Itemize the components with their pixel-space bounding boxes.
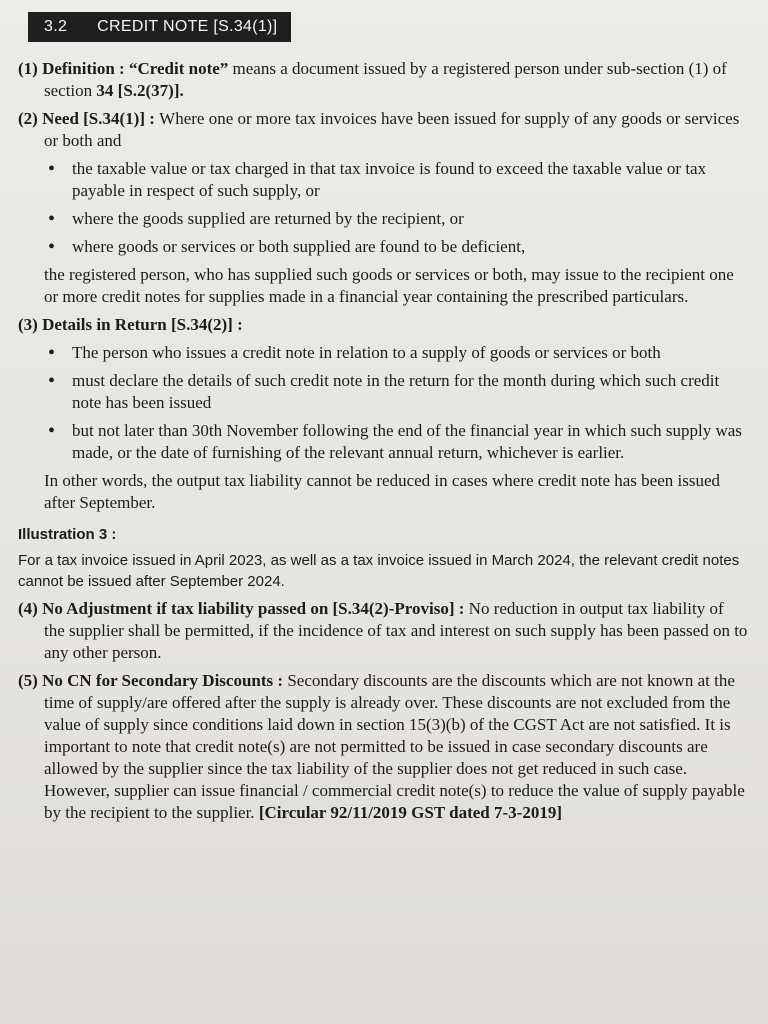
list-item: • The person who issues a credit note in relation to a supply of goods or services or both [18,342,748,364]
list-item: • where goods or services or both supplied are found to be deficient, [18,236,748,258]
section-number: 3.2 [44,18,68,35]
details-bullet-list [18,342,748,464]
no-adjustment-label: (4) No Adjustment if tax liability passed on [S.34(2)-Proviso] : [18,599,469,618]
definition-ref: 34 [S.2(37)]. [96,81,184,100]
details-label: (3) Details in Return [S.34(2)] : [18,315,243,334]
list-item: • where the goods supplied are returned by the recipient, or [18,208,748,230]
definition-text: means a document issued by a registered person under sub-section (1) of section [44,59,727,100]
secondary-discounts-paragraph [18,670,748,824]
no-adjustment-paragraph [18,598,748,664]
section-title: CREDIT NOTE [S.34(1)] [97,18,278,35]
need-text: Where one or more tax invoices have been issued for supply of any goods or services or both and [44,109,740,150]
need-closing: the registered person, who has supplied such goods or services or both, may issue to the recipient one or more credit notes for supplies made in a financial year containing the prescribed particulars. [44,265,734,306]
no-adjustment-text: No reduction in output tax liability of the supplier shall be permitted, if the incidence of tax and interest on such supply has been passed on to any other person. [44,599,748,662]
illustration-text: For a tax invoice issued in April 2023, as well as a tax invoice issued in March 2024, the relevant credit notes cannot be issued after September 2024. [18,552,740,590]
page-content [18,58,748,830]
secondary-discounts-text: Secondary discounts are the discounts which are not known at the time of supply/are offered after the supply is already over. These discounts are not excluded from the value of supply since conditions laid down in section 15(3)(b) of the CGST Act are not satisfied. It is important to note that credit note(s) are not permitted to be issued in case secondary discounts are allowed by the supplier since the tax liability of the supplier does not get reduced in such case. However, supplier can issue financial / commercial credit note(s) to reduce the value of supply payable by the recipient to the supplier. [44,671,745,822]
secondary-discounts-label: (5) No CN for Secondary Discounts : [18,671,288,690]
need-bullet-list [18,158,748,258]
details-heading [18,314,748,336]
need-paragraph [18,108,748,152]
list-item: • the taxable value or tax charged in that tax invoice is found to exceed the taxable value or tax payable in respect of such supply, or [18,158,748,202]
list-item: • must declare the details of such credit note in the return for the month during which such credit note has been issued [18,370,748,414]
definition-term: “Credit note” [128,59,229,78]
illustration-title: Illustration 3 : [18,526,117,543]
definition-label: (1) Definition : [18,59,129,78]
list-item: • but not later than 30th November following the end of the financial year in which such supply was made, or the date of furnishing of the relevant annual return, whichever is earlier. [18,420,748,464]
circular-citation: [Circular 92/11/2019 GST dated 7-3-2019] [258,803,562,822]
need-label: (2) Need [S.34(1)] : [18,109,160,128]
definition-paragraph [18,58,748,102]
section-heading [28,12,291,42]
details-closing: In other words, the output tax liability cannot be reduced in cases where credit note has been issued after September. [44,471,721,512]
